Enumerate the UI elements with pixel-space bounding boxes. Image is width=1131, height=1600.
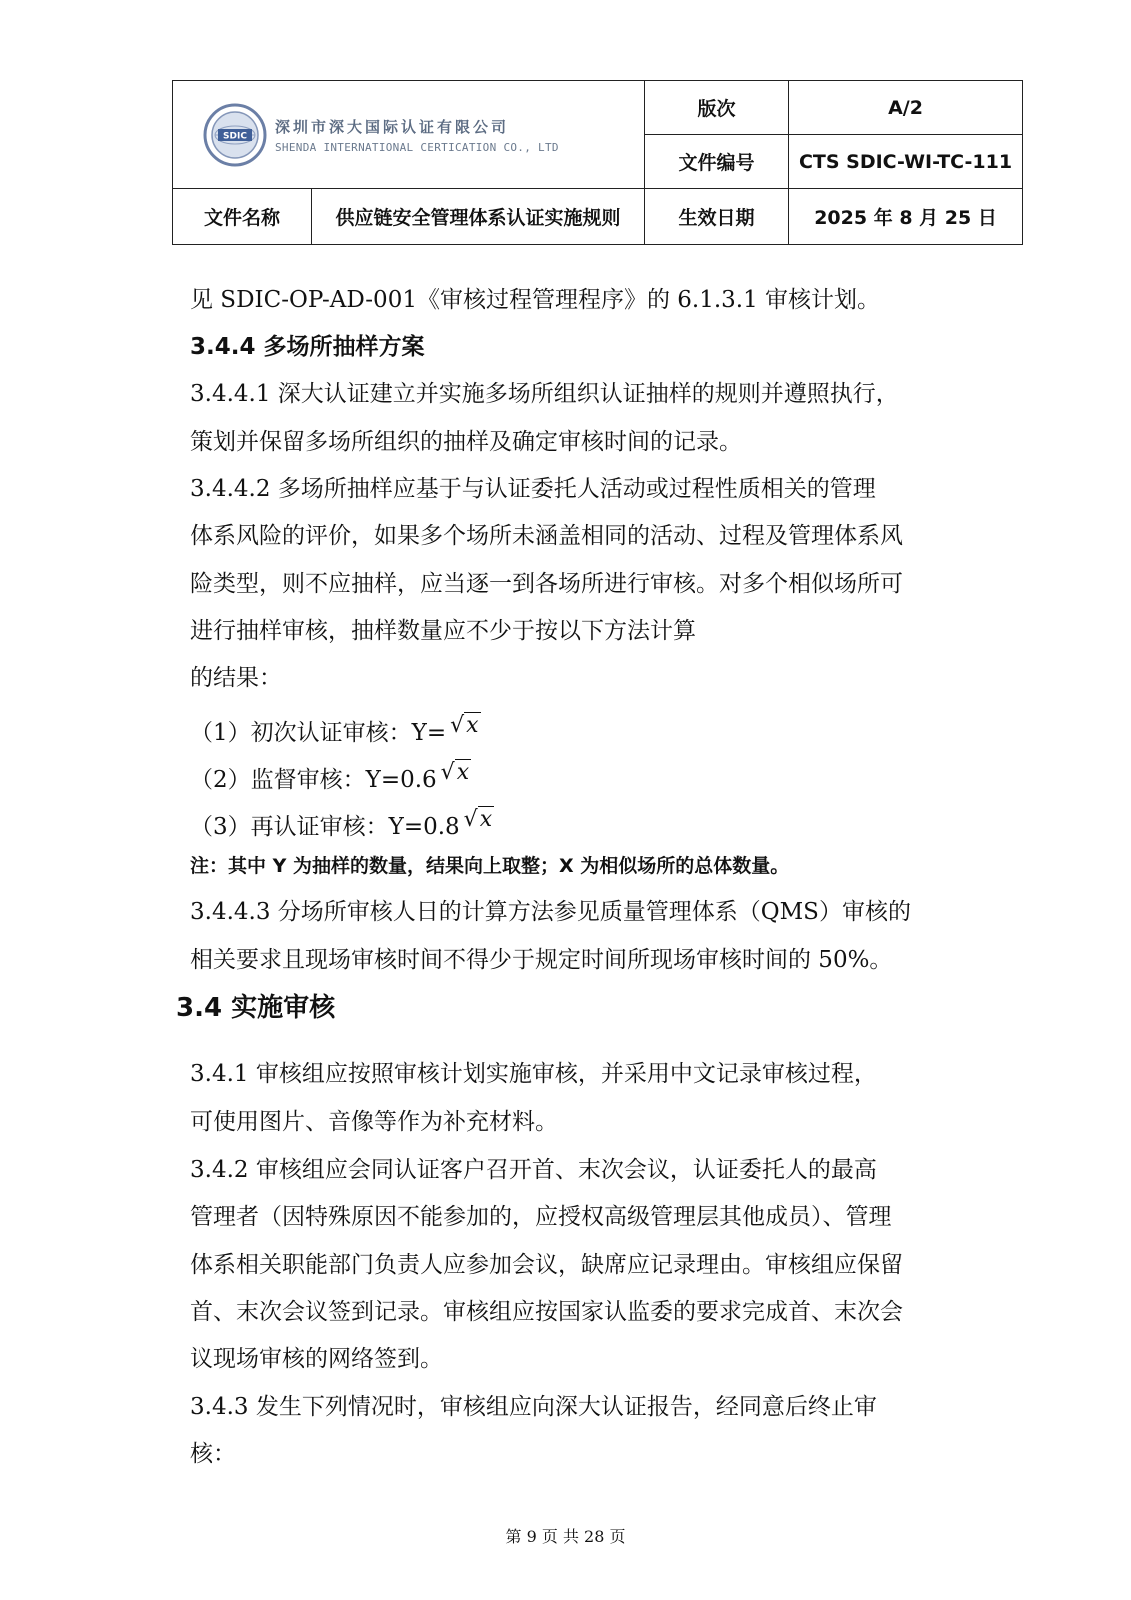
paragraph-line: 3.4.3 发生下列情况时，审核组应向深大认证报告，经同意后终止审	[190, 1394, 877, 1420]
paragraph-line: 可使用图片、音像等作为补充材料。	[190, 1109, 558, 1135]
paragraph-line: 管理者（因特殊原因不能参加的，应授权高级管理层其他成员）、管理	[190, 1204, 892, 1230]
paragraph-line: 的结果：	[190, 665, 282, 691]
paragraph-line: 体系相关职能部门负责人应参加会议，缺席应记录理由。审核组应保留	[190, 1252, 903, 1278]
paragraph-line: 3.4.1 审核组应按照审核计划实施审核，并采用中文记录审核过程，	[190, 1061, 877, 1087]
company-logo-icon	[203, 103, 267, 167]
company-logo-cell	[173, 81, 645, 189]
paragraph-line: 险类型，则不应抽样，应当逐一到各场所进行审核。对多个相似场所可	[190, 571, 903, 597]
paragraph-line: 首、末次会议签到记录。审核组应按国家认监委的要求完成首、末次会	[190, 1299, 903, 1325]
doc-no-label: 文件编号	[645, 135, 789, 189]
company-name-cn: 深圳市深大国际认证有限公司	[275, 117, 510, 136]
note-line: 注：其中 Y 为抽样的数量，结果向上取整；X 为相似场所的总体数量。	[190, 855, 790, 877]
company-name-en: SHENDA INTERNATIONAL CERTICATION CO., LTD	[275, 140, 559, 154]
section-heading-3-4: 3.4 实施审核	[176, 993, 336, 1023]
paragraph-line: 3.4.4.2 多场所抽样应基于与认证委托人活动或过程性质相关的管理	[190, 476, 876, 502]
version-label: 版次	[645, 81, 789, 135]
formula-text: （2）监督审核：Y=0.6	[190, 767, 437, 793]
square-root-icon: √x	[440, 760, 470, 785]
paragraph-line: 相关要求且现场审核时间不得少于规定时间所现场审核时间的 50%。	[190, 947, 893, 973]
paragraph-line: 策划并保留多场所组织的抽样及确定审核时间的记录。	[190, 429, 742, 455]
doc-no-value: CTS SDIC-WI-TC-111	[789, 135, 1023, 189]
section-heading-3-4-4: 3.4.4 多场所抽样方案	[190, 334, 425, 360]
formula-text: （1）初次认证审核：Y=	[190, 720, 447, 746]
paragraph-line: 见 SDIC-OP-AD-001《审核过程管理程序》的 6.1.3.1 审核计划。	[190, 287, 881, 313]
doc-name-label: 文件名称	[173, 189, 312, 245]
doc-name-value: 供应链安全管理体系认证实施规则	[312, 189, 645, 245]
paragraph-line: 体系风险的评价，如果多个场所未涵盖相同的活动、过程及管理体系风	[190, 523, 903, 549]
formula-text: （3）再认证审核：Y=0.8	[190, 814, 460, 840]
paragraph-line: 核：	[190, 1441, 236, 1467]
square-root-icon: √x	[463, 807, 493, 832]
effective-date-label: 生效日期	[645, 189, 789, 245]
paragraph-line: 进行抽样审核，抽样数量应不少于按以下方法计算	[190, 618, 696, 644]
logo-label: SDIC	[223, 131, 247, 141]
paragraph-line: 3.4.4.3 分场所审核人日的计算方法参见质量管理体系（QMS）审核的	[190, 899, 911, 925]
effective-date-value: 2025 年 8 月 25 日	[789, 189, 1023, 245]
paragraph-line: 议现场审核的网络签到。	[190, 1346, 443, 1372]
paragraph-line: 3.4.2 审核组应会同认证客户召开首、末次会议，认证委托人的最高	[190, 1157, 877, 1183]
document-header-table	[172, 80, 1023, 245]
paragraph-line: 3.4.4.1 深大认证建立并实施多场所组织认证抽样的规则并遵照执行，	[190, 381, 899, 407]
page-number-footer: 第 9 页 共 28 页	[505, 1527, 626, 1546]
square-root-icon: √x	[450, 713, 479, 738]
version-value: A/2	[789, 81, 1023, 135]
